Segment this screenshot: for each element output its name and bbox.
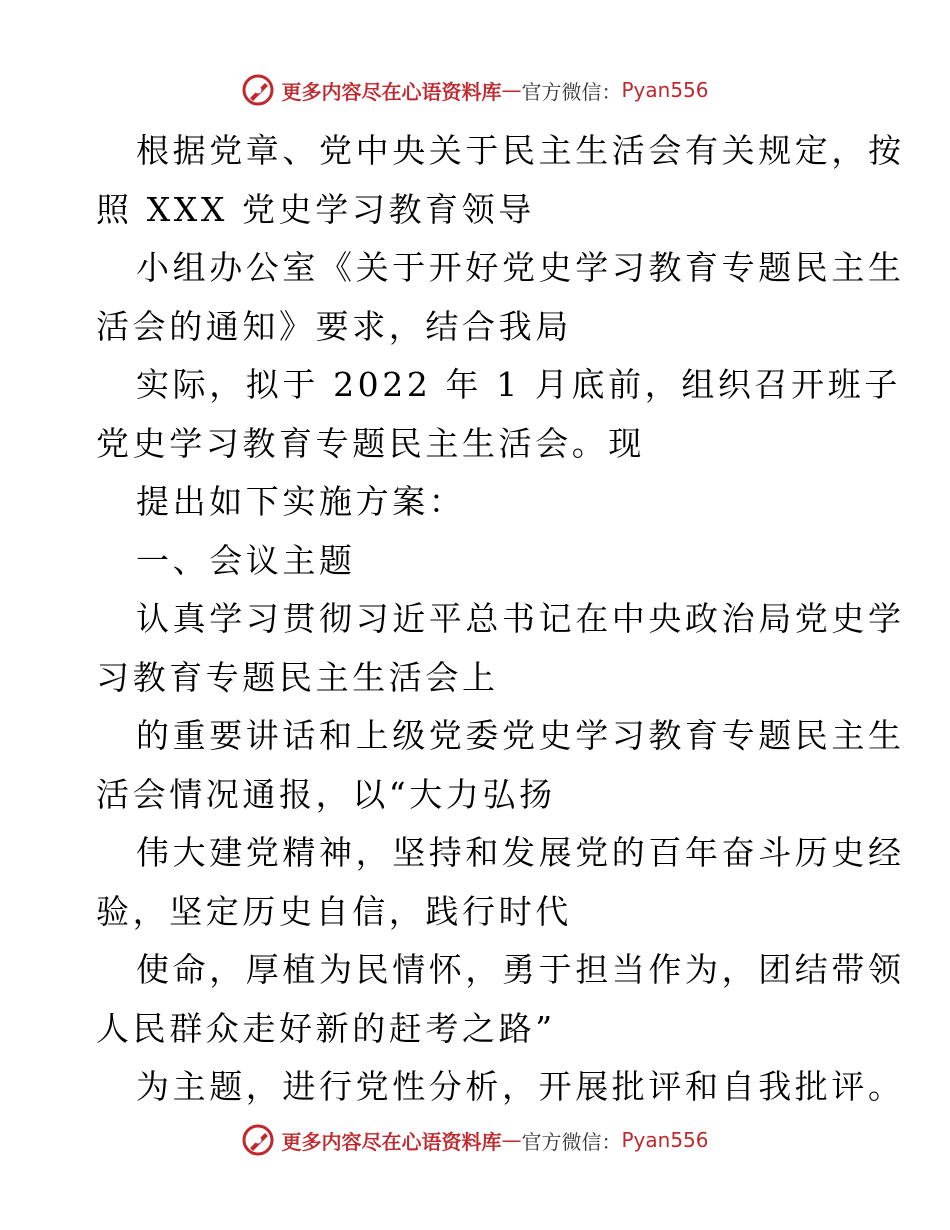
document-body	[96, 122, 905, 1117]
banner-separator: —	[501, 78, 522, 102]
footer-watermark-banner	[0, 1120, 950, 1160]
document-line	[96, 356, 901, 415]
document-line	[96, 239, 905, 298]
document-line	[96, 122, 905, 181]
line-text: 活会的通知》要求，结合我局	[96, 306, 572, 346]
line-text: 的重要讲话和上级党委党史学习教育专题民主生	[136, 716, 905, 755]
line-text: 党史学习教育专题民主生活会。现	[96, 423, 645, 463]
document-line	[96, 1058, 905, 1117]
document-line	[96, 473, 854, 532]
document-line	[96, 824, 905, 883]
line-text: 习教育专题民主生活会上	[96, 657, 499, 697]
banner-separator: —	[501, 1128, 522, 1152]
document-line	[96, 1000, 854, 1059]
line-text: 提出如下实施方案：	[136, 482, 466, 521]
document-line	[96, 707, 905, 766]
section-heading	[96, 532, 854, 591]
banner-wechat-id: Pyan556	[621, 1128, 709, 1152]
banner-main-text: 更多内容尽在心语资料库	[281, 79, 502, 104]
line-text: 一、会议主题	[136, 540, 356, 580]
document-line	[96, 883, 854, 942]
line-text: 验，坚定历史自信，践行时代	[96, 891, 572, 931]
line-text: 使命，厚植为民情怀，勇于担当作为，团结带领	[136, 950, 905, 989]
document-line	[96, 181, 854, 240]
document-line	[96, 941, 905, 1000]
line-text: 活会情况通报，以“大力弘扬	[96, 774, 556, 814]
document-line	[96, 590, 905, 649]
line-text: 伟大建党精神，坚持和发展党的百年奋斗历史经	[136, 833, 905, 872]
header-watermark-banner	[0, 70, 950, 110]
document-line	[96, 298, 854, 357]
line-text: 为主题，进行党性分析，开展批评和自我批评。	[136, 1067, 905, 1106]
banner-wechat-id: Pyan556	[621, 78, 709, 102]
line-text: 根据党章、党中央关于民主生活会有关规定，按	[136, 131, 905, 170]
line-text: 实际，拟于 2022 年 1 月底前，组织召开班子	[136, 365, 901, 404]
line-text: 小组办公室《关于开好党史学习教育专题民主生	[136, 248, 905, 287]
line-text: 认真学习贯彻习近平总书记在中央政治局党史学	[136, 599, 905, 638]
pen-circle-logo-icon	[241, 73, 275, 107]
line-text: 人民群众走好新的赶考之路”	[96, 1008, 556, 1048]
document-line	[96, 766, 854, 825]
pen-circle-logo-icon	[241, 1123, 275, 1157]
banner-official-label: 官方微信：	[521, 1129, 622, 1154]
document-line	[96, 649, 854, 708]
line-text: 照 XXX 党史学习教育领导	[96, 189, 535, 229]
banner-main-text: 更多内容尽在心语资料库	[281, 1129, 502, 1154]
document-line	[96, 415, 854, 474]
banner-official-label: 官方微信：	[521, 79, 622, 104]
